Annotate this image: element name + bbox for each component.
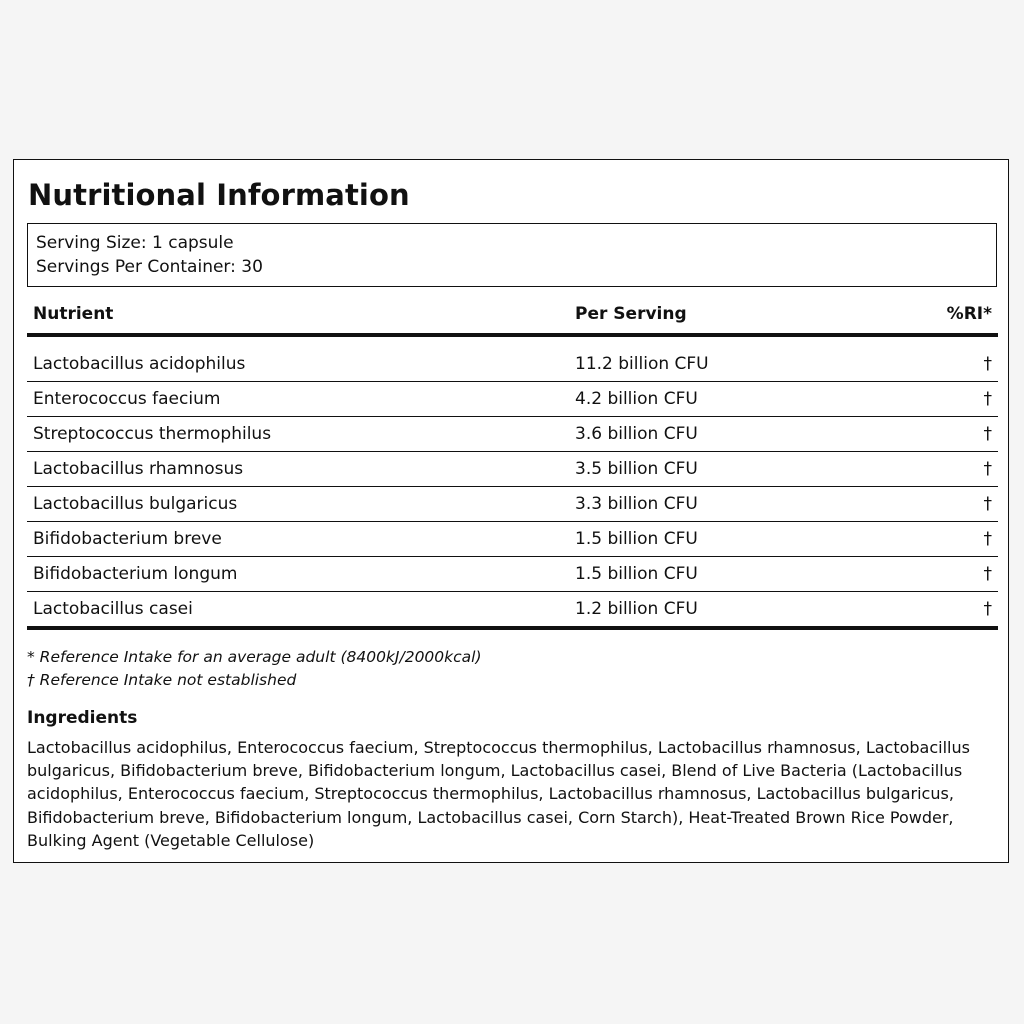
nutrient-ri: † (983, 599, 992, 619)
nutrient-name: Lactobacillus rhamnosus (33, 459, 244, 479)
nutrient-per-serving: 1.2 billion CFU (575, 599, 698, 619)
nutrient-per-serving: 3.3 billion CFU (575, 494, 698, 514)
nutrient-ri: † (983, 529, 992, 549)
nutrient-per-serving: 3.5 billion CFU (575, 459, 698, 479)
nutrient-ri: † (983, 424, 992, 444)
nutrient-name: Lactobacillus casei (33, 599, 193, 619)
footnote-ri: * Reference Intake for an average adult (8400kJ/2000kcal) (27, 648, 482, 666)
nutrient-per-serving: 1.5 billion CFU (575, 564, 698, 584)
nutrient-per-serving: 3.6 billion CFU (575, 424, 698, 444)
nutrient-ri: † (983, 459, 992, 479)
nutrient-name: Lactobacillus acidophilus (33, 354, 246, 374)
nutrient-name: Bifidobacterium breve (33, 529, 222, 549)
nutrient-per-serving: 4.2 billion CFU (575, 389, 698, 409)
serving-size: Serving Size: 1 capsule (36, 233, 234, 253)
nutrient-per-serving: 1.5 billion CFU (575, 529, 698, 549)
nutrient-name: Bifidobacterium longum (33, 564, 238, 584)
nutrient-per-serving: 11.2 billion CFU (575, 354, 709, 374)
header-spacer (27, 337, 998, 347)
nutrient-name: Streptococcus thermophilus (33, 424, 272, 444)
nutrient-ri: † (983, 494, 992, 514)
table-row (27, 382, 998, 417)
table-row (27, 487, 998, 522)
footnotes (27, 646, 482, 692)
panel-title: Nutritional Information (28, 178, 410, 212)
table-row (27, 522, 998, 557)
serving-info-box (27, 223, 997, 287)
nutrient-ri: † (983, 389, 992, 409)
header-ri: %RI* (946, 304, 992, 324)
ingredients-heading: Ingredients (27, 708, 138, 728)
header-per-serving: Per Serving (575, 304, 687, 324)
ingredients-text: Lactobacillus acidophilus, Enterococcus faecium, Streptococcus thermophilus, Lactobacillus rhamnosus, Lactobacillus bulgaricus, Bifidobacterium breve, Bifidobacterium longum, Lactobacillus casei, Blend of Live Bacteria (Lactobacillus acidophilus, Enterococcus faecium, Streptococcus thermophilus, Lactobacillus rhamnosus, Lactobacillus bulgaricus, Bifidobacterium breve, Bifidobacterium longum, Lactobacillus casei, Corn Starch), Heat-Treated Brown Rice Powder, Bulking Agent (Vegetable Cellulose) (27, 738, 970, 850)
table-row (27, 592, 998, 630)
header-nutrient: Nutrient (33, 304, 114, 324)
nutrient-name: Enterococcus faecium (33, 389, 221, 409)
nutrition-panel (13, 159, 1009, 863)
nutrient-table (27, 291, 998, 630)
nutrient-name: Lactobacillus bulgaricus (33, 494, 238, 514)
footnote-not-established: † Reference Intake not established (27, 671, 297, 689)
table-row (27, 557, 998, 592)
table-row (27, 417, 998, 452)
table-header (27, 291, 998, 337)
table-row (27, 452, 998, 487)
nutrient-ri: † (983, 354, 992, 374)
nutrient-ri: † (983, 564, 992, 584)
table-row (27, 347, 998, 382)
servings-per-container: Servings Per Container: 30 (36, 257, 263, 277)
